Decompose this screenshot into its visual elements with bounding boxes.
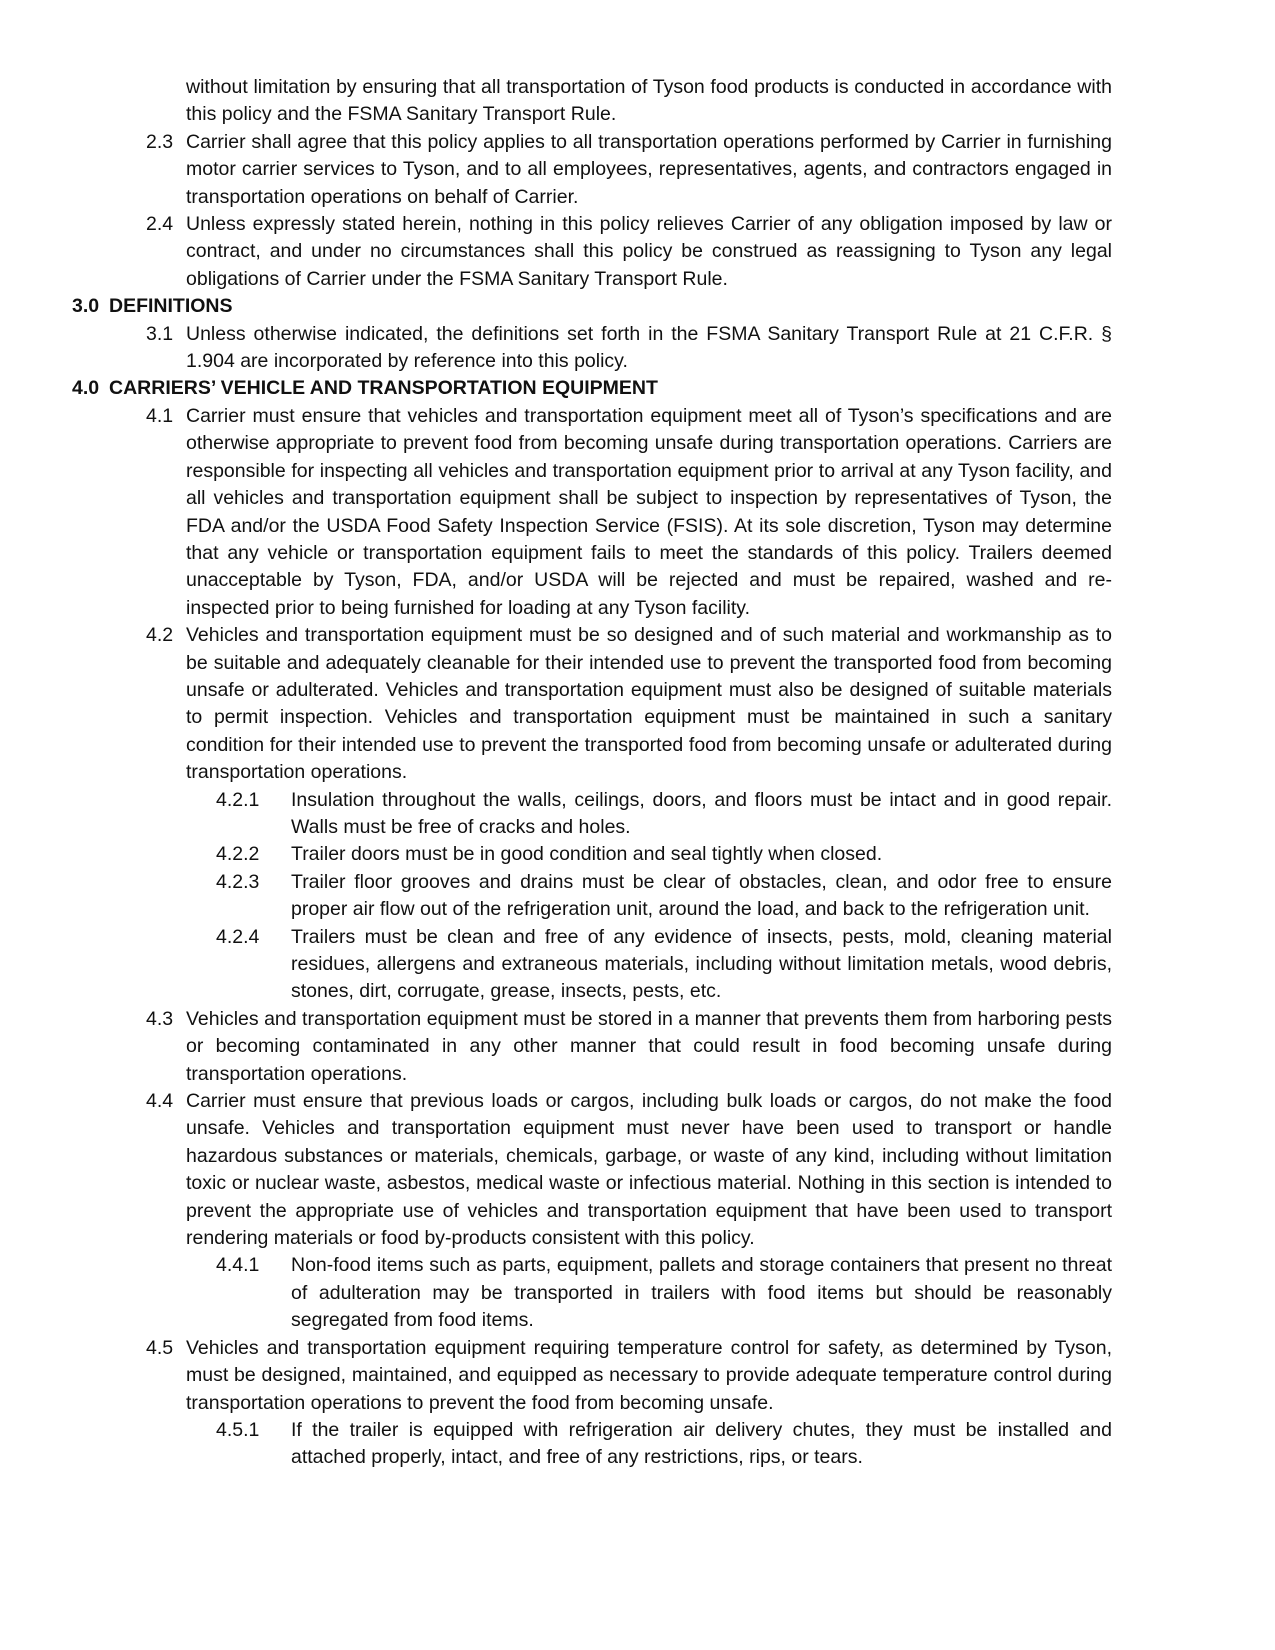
subsection-number: 4.2.3 xyxy=(216,870,260,893)
section-number: 4.3 xyxy=(146,1007,174,1030)
section-4-4-1 xyxy=(216,1252,1112,1334)
section-text: Unless otherwise indicated, the definitions set forth in the FSMA Sanitary Transport Rule at 21 C.F.R. § 1.904 are incorporated by reference into this policy. xyxy=(186,322,1112,373)
section-number: 4.2 xyxy=(146,624,174,647)
subsection-number: 4.2.2 xyxy=(216,843,260,866)
section-4-5 xyxy=(146,1335,1112,1417)
section-4-2-3 xyxy=(216,869,1112,924)
heading-text: DEFINITIONS xyxy=(109,295,233,318)
heading-number: 3.0 xyxy=(72,295,100,318)
section-number: 4.4 xyxy=(146,1090,174,1113)
heading-vehicle-equipment xyxy=(72,375,1112,402)
section-4-1 xyxy=(146,403,1112,622)
subsection-number: 4.5.1 xyxy=(216,1418,260,1441)
section-4-2-4 xyxy=(216,924,1112,1006)
section-number: 4.5 xyxy=(146,1336,174,1359)
heading-definitions xyxy=(72,293,1112,320)
section-number: 2.4 xyxy=(146,213,174,236)
section-text: Vehicles and transportation equipment requiring temperature control for safety, as determined by Tyson, must be designed, maintained, and equipped as necessary to provide adequate temperature control during transportation operations to prevent the food from becoming unsafe. xyxy=(186,1336,1112,1414)
subsection-text: Non-food items such as parts, equipment, pallets and storage containers that present no threat of adulteration may be transported in trailers with food items but should be reasonably segregated from food items. xyxy=(291,1254,1112,1332)
subsection-text: Insulation throughout the walls, ceilings, doors, and floors must be intact and in good repair. Walls must be free of cracks and holes. xyxy=(291,788,1112,838)
section-2-3 xyxy=(146,129,1112,211)
section-4-2-1 xyxy=(216,787,1112,842)
section-number: 2.3 xyxy=(146,130,174,153)
section-4-2-2 xyxy=(216,841,1112,868)
section-text: Unless expressly stated herein, nothing in this policy relieves Carrier of any obligation imposed by law or contract, and under no circumstances shall this policy be construed as reassigning to Tyson any legal obligations of Carrier under the FSMA Sanitary Transport Rule. xyxy=(186,213,1112,290)
subsection-number: 4.4.1 xyxy=(216,1254,260,1277)
subsection-text: If the trailer is equipped with refrigeration air delivery chutes, they must be installed and attached properly, intact, and free of any restrictions, rips, or tears. xyxy=(291,1418,1112,1469)
heading-text: CARRIERS’ VEHICLE AND TRANSPORTATION EQUIPMENT xyxy=(109,377,658,400)
section-4-3 xyxy=(146,1006,1112,1088)
subsection-text: Trailer doors must be in good condition and seal tightly when closed. xyxy=(291,843,883,866)
section-text: Carrier must ensure that vehicles and transportation equipment meet all of Tyson’s specifications and are otherwise appropriate to prevent food from becoming unsafe during transportation operations. Carriers are responsible for inspecting all vehicles and transportation equipment prior to arrival at any Tyson facility, and all vehicles and transportation equipment shall be subject to inspection by representatives of Tyson, the FDA and/or the USDA Food Safety Inspection Service (FSIS). At its sole discretion, Tyson may determine that any vehicle or transportation equipment fails to meet the standards of this policy. Trailers deemed unacceptable by Tyson, FDA, and/or USDA will be rejected and must be repaired, washed and re-inspected prior to being furnished for loading at any Tyson facility. xyxy=(186,404,1112,619)
section-2-4 xyxy=(146,211,1112,293)
document-body xyxy=(72,74,1112,1472)
subsection-number: 4.2.4 xyxy=(216,925,260,948)
continuation-paragraph: without limitation by ensuring that all transportation of Tyson food products is conducted in accordance with this policy and the FSMA Sanitary Transport Rule. xyxy=(186,76,1112,126)
section-number: 4.1 xyxy=(146,404,174,427)
section-4-5-1 xyxy=(216,1417,1112,1472)
section-text: Vehicles and transportation equipment must be so designed and of such material and workmanship as to be suitable and adequately cleanable for their intended use to prevent the transported food from becoming unsafe or adulterated. Vehicles and transportation equipment must also be designed of suitable materials to permit inspection. Vehicles and transportation equipment must be maintained in such a sanitary condition for their intended use to prevent the transported food from becoming unsafe or adulterated during transportation operations. xyxy=(186,624,1112,784)
section-text: Vehicles and transportation equipment must be stored in a manner that prevents them from harboring pests or becoming contaminated in any other manner that could result in food becoming unsafe during transportation operations. xyxy=(186,1007,1112,1085)
section-text: Carrier shall agree that this policy applies to all transportation operations performed by Carrier in furnishing motor carrier services to Tyson, and to all employees, representatives, agents, and contractors engaged in transportation operations on behalf of Carrier. xyxy=(186,130,1112,208)
section-text: Carrier must ensure that previous loads or cargos, including bulk loads or cargos, do not make the food unsafe. Vehicles and transportation equipment must never have been used to transport or handle hazardous substances or materials, chemicals, garbage, or waste of any kind, including without limitation toxic or nuclear waste, asbestos, medical waste or infectious material. Nothing in this section is intended to prevent the appropriate use of vehicles and transportation equipment that have been used to transport rendering materials or food by-products consistent with this policy. xyxy=(186,1090,1112,1250)
subsection-text: Trailer floor grooves and drains must be clear of obstacles, clean, and odor free to ensure proper air flow out of the refrigeration unit, around the load, and back to the refrigeration unit. xyxy=(291,870,1112,921)
section-3-1 xyxy=(146,321,1112,376)
section-4-2 xyxy=(146,622,1112,786)
section-number: 3.1 xyxy=(146,322,174,345)
subsection-number: 4.2.1 xyxy=(216,788,260,811)
subsection-text: Trailers must be clean and free of any evidence of insects, pests, mold, cleaning material residues, allergens and extraneous materials, including without limitation metals, wood debris, stones, dirt, corrugate, grease, insects, pests, etc. xyxy=(291,925,1112,1003)
heading-number: 4.0 xyxy=(72,377,100,400)
section-4-4 xyxy=(146,1088,1112,1252)
